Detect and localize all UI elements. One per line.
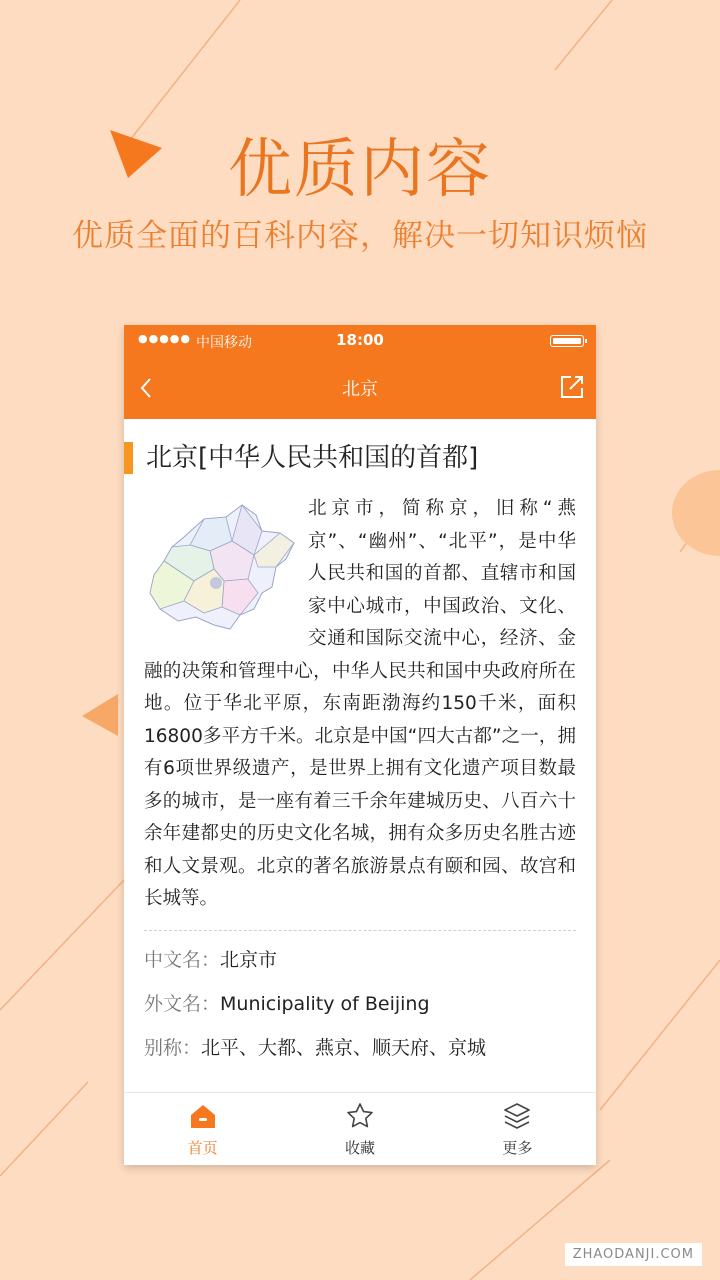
tab-home[interactable]	[124, 1093, 281, 1165]
article-body-container	[144, 493, 576, 916]
clock: 18:00	[336, 331, 384, 349]
signal-icon: ●●●●●	[138, 332, 191, 345]
battery-icon	[550, 335, 584, 347]
tab-more[interactable]	[439, 1093, 596, 1165]
tab-label: 首页	[187, 1139, 218, 1157]
promo-headline: 优质内容	[228, 133, 492, 207]
promo-subline: 优质全面的百科内容，解决一切知识烦恼	[72, 218, 648, 254]
divider	[144, 930, 576, 931]
nav-title: 北京	[342, 379, 378, 400]
tab-favorites[interactable]	[281, 1093, 438, 1165]
site-watermark: ZHAODANJI.COM	[565, 1243, 702, 1266]
info-value: 北京市	[220, 948, 278, 971]
phone-screen	[124, 325, 596, 1165]
beijing-map-image	[144, 497, 296, 647]
info-row-alias	[144, 1033, 576, 1063]
info-value: 北平、大都、燕京、顺天府、京城	[201, 1036, 487, 1059]
article-title: 北京[中华人民共和国的首都]	[144, 441, 576, 475]
nav-bar	[124, 357, 596, 419]
share-icon[interactable]	[558, 373, 586, 401]
tab-label: 更多	[502, 1139, 533, 1157]
info-key: 外文名：	[144, 992, 221, 1015]
tab-label: 收藏	[344, 1139, 375, 1157]
home-icon	[188, 1101, 218, 1131]
article-body: 北京市，简称京，旧称“燕京”、“幽州”、“北平”，是中华人民共和国的首都、直辖市和国家中心城市，中国政治、文化、交通和国际交流中心，经济、金融的决策和管理中心，中华人民共和国中央政府所在地。位于华北平原，东南距渤海约150千米，面积16800多平方千米。北京是中国“四大古都”之一，拥有6项世界级遗产，是世界上拥有文化遗产项目数最多的城市，是一座有着三千余年建城历史、八百六十余年建都史的历史文化名城，拥有众多历史名胜古迹和人文景观。北京的著名旅游景点有颐和园、故宫和长城等。	[144, 498, 576, 909]
info-row-foreign-name	[144, 989, 576, 1019]
info-value: Municipality of Beijing	[220, 992, 430, 1015]
tab-bar	[124, 1092, 596, 1165]
triangle-decoration-left	[80, 692, 120, 738]
status-bar	[124, 325, 596, 357]
article-content	[124, 441, 596, 1063]
star-icon	[345, 1101, 375, 1131]
carrier-label: 中国移动	[196, 335, 252, 351]
info-key: 别称：	[144, 1036, 202, 1059]
info-row-chinese-name	[144, 945, 576, 975]
layers-icon	[502, 1101, 532, 1131]
info-key: 中文名：	[144, 948, 221, 971]
